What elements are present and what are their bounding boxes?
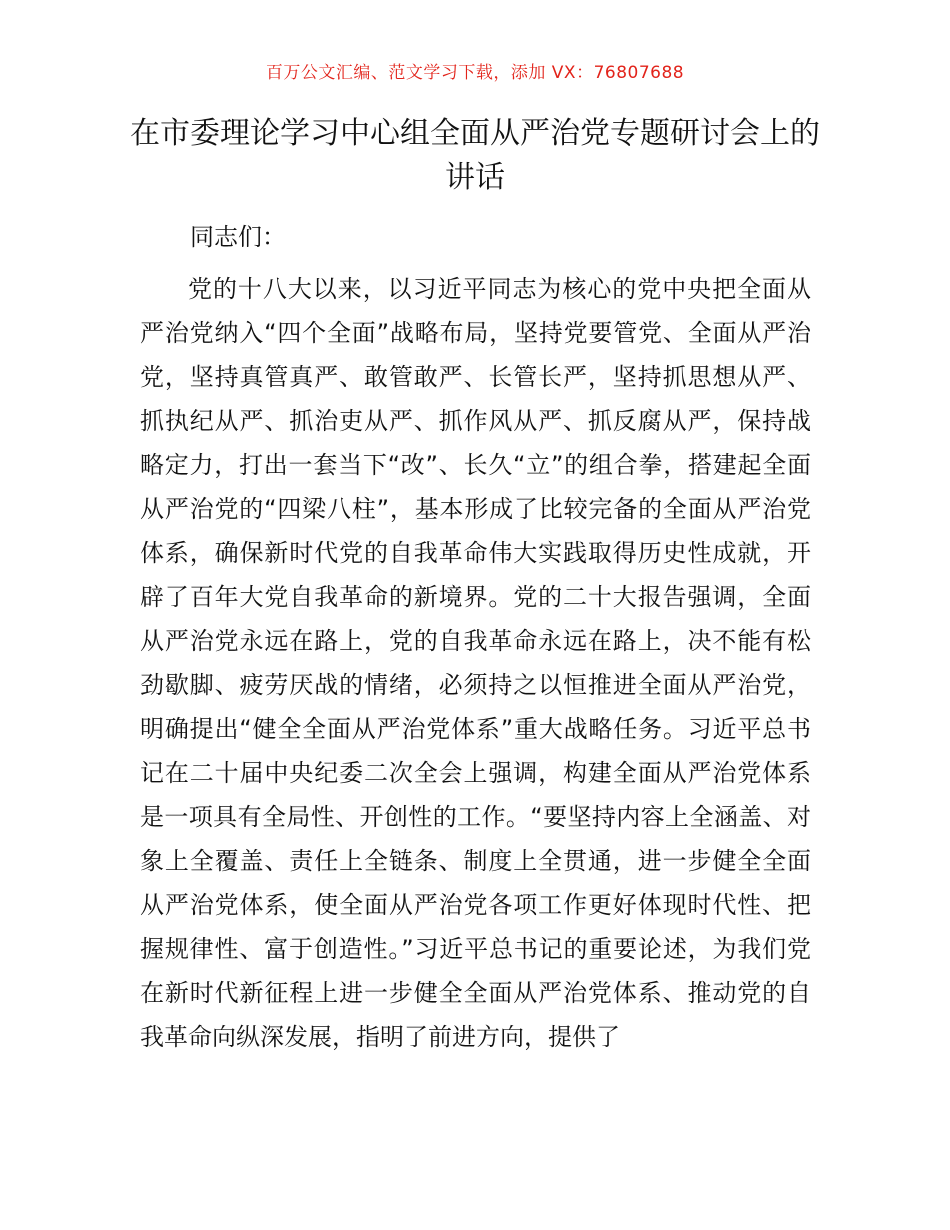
- salutation: 同志们：: [190, 223, 286, 251]
- body-paragraph: 党的十八大以来，以习近平同志为核心的党中央把全面从严治党纳入“四个全面”战略布局，坚持党要管党、全面从严治党，坚持真管真严、敢管敢严、长管长严，坚持抓思想从严、抓执纪从严、抓治吏从严、抓作风从严、抓反腐从严，保持战略定力，打出一套当下“改”、长久“立”的组合拳，搭建起全面从严治党的“四梁八柱”，基本形成了比较完备的全面从严治党体系，确保新时代党的自我革命伟大实践取得历史性成就，开辟了百年大党自我革命的新境界。党的二十大报告强调，全面从严治党永远在路上，党的自我革命永远在路上，决不能有松劲歇脚、疲劳厌战的情绪，必须持之以恒推进全面从严治党，明确提出“健全全面从严治党体系”重大战略任务。习近平总书记在二十届中央纪委二次全会上强调，构建全面从严治党体系是一项具有全局性、开创性的工作。“要坚持内容上全涵盖、对象上全覆盖、责任上全链条、制度上全贯通，进一步健全全面从严治党体系，使全面从严治党各项工作更好体现时代性、把握规律性、富于创造性。”习近平总书记的重要论述，为我们党在新时代新征程上进一步健全全面从严治党体系、推动党的自我革命向纵深发展，指明了前进方向，提供了: [140, 275, 811, 1051]
- document-title: 在市委理论学习中心组全面从严治党专题研讨会上的讲话: [130, 116, 820, 195]
- promo-header: 百万公文汇编、范文学习下载，添加 VX：76807688: [265, 63, 685, 83]
